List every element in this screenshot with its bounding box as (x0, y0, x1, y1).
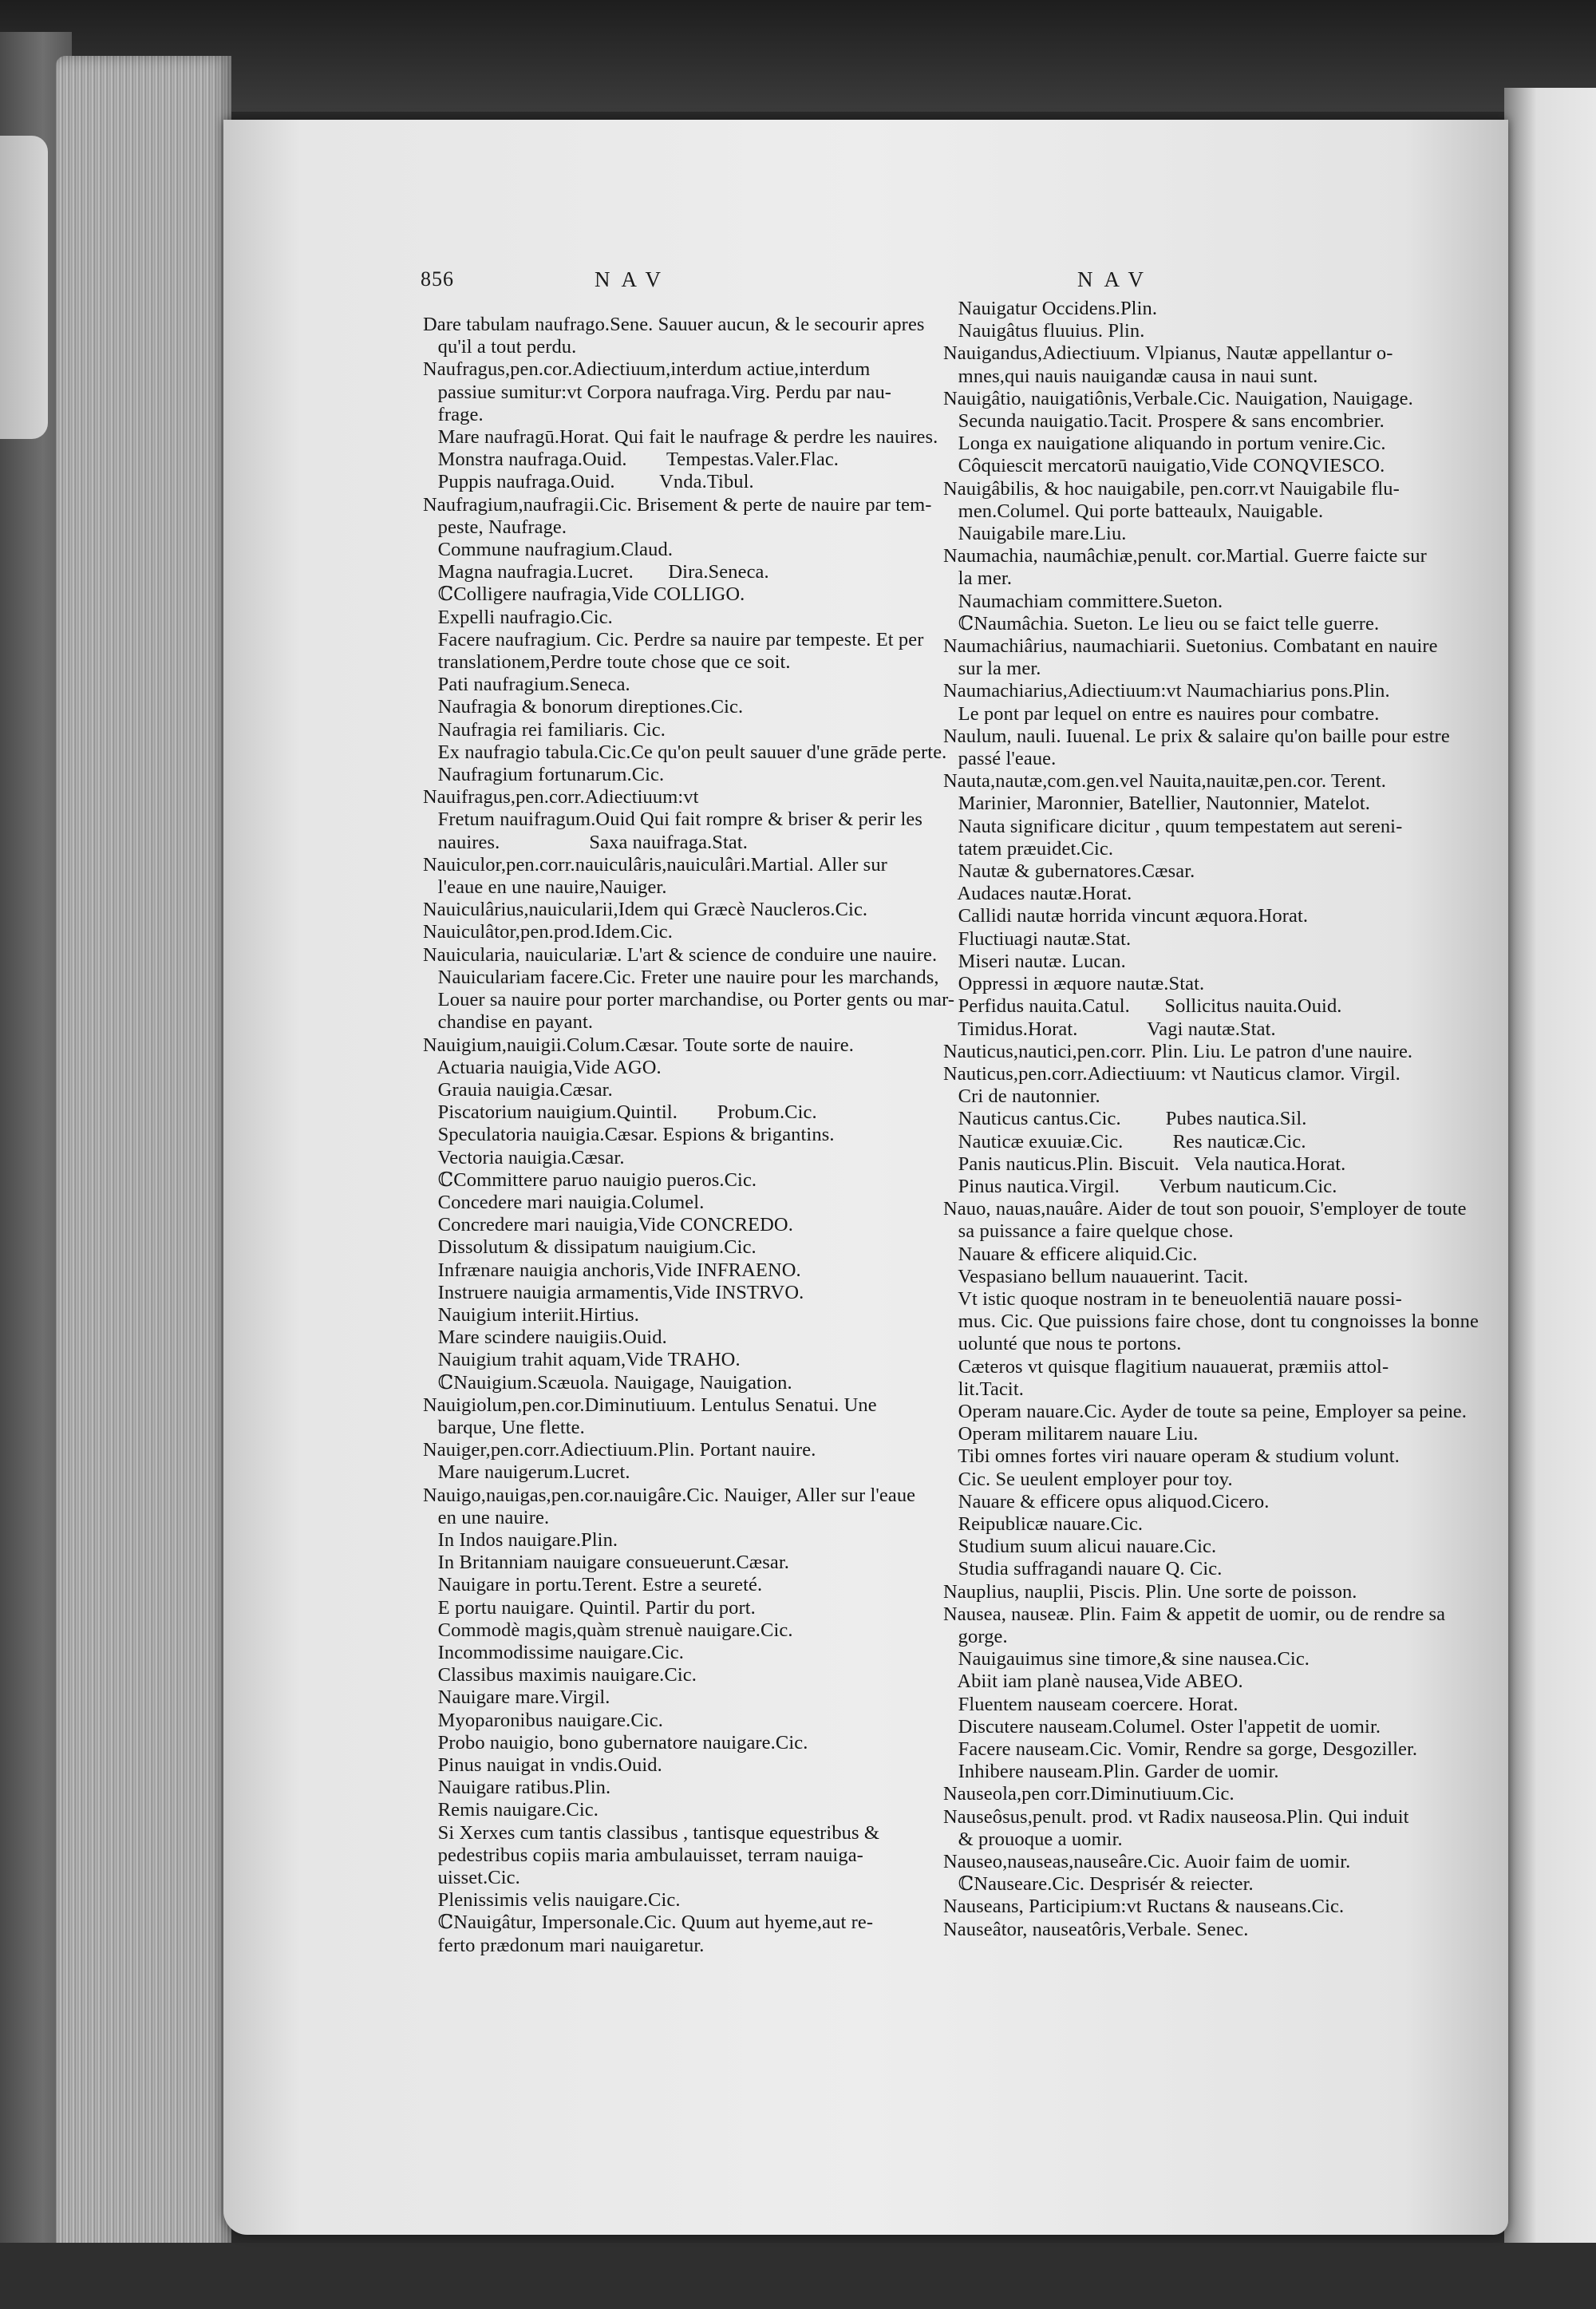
text-line: Nauticus,nautici,pen.corr. Plin. Liu. Le patron d'une nauire. (943, 1040, 1413, 1062)
text-line: Naufragus,pen.cor.Adiectiuum,interdum actiue,interdum (423, 358, 871, 381)
text-line: ℂNaumâchia. Sueton. Le lieu ou se faict telle guerre. (943, 612, 1380, 635)
text-line: Remis nauigare.Cic. (423, 1799, 598, 1821)
text-line: Naumachiarius,Adiectiuum:vt Naumachiarius pons.Plin. (943, 680, 1390, 702)
text-line: Longa ex nauigatione aliquando in portum venire.Cic. (943, 433, 1386, 455)
text-line: Nauiculor,pen.corr.nauiculâris,nauiculâri.Martial. Aller sur (423, 853, 887, 876)
text-line: Secunda nauigatio.Tacit. Prospere & sans encombrier. (943, 410, 1385, 433)
text-line: Commodè magis,quàm strenuè nauigare.Cic. (423, 1619, 793, 1641)
text-line: Panis nauticus.Plin. Biscuit. Vela nautica.Horat. (943, 1153, 1346, 1175)
text-line: Monstra naufraga.Ouid. Tempestas.Valer.Flac. (423, 449, 839, 471)
text-line: Nauigare ratibus.Plin. (423, 1777, 611, 1799)
text-line: Nauigabile mare.Liu. (943, 523, 1127, 545)
text-line: In Britanniam nauigare consueuerunt.Cæsar. (423, 1552, 789, 1574)
text-line: Nauiculariam facere.Cic. Freter une nauire pour les marchands, (423, 966, 939, 988)
text-line: Le pont par lequel on entre es nauires pour combatre. (943, 702, 1380, 725)
text-line: Actuaria nauigia,Vide AGO. (423, 1056, 662, 1078)
text-line: ℂNauigium.Scæuola. Nauigage, Nauigation. (423, 1371, 792, 1394)
text-line: Abiit iam planè nausea,Vide ABEO. (943, 1670, 1243, 1693)
left-column (423, 314, 955, 1957)
text-line: ferto prædonum mari nauigaretur. (423, 1934, 705, 1956)
text-line: Côquiescit mercatorū nauigatio,Vide CONQVIESCO. (943, 455, 1385, 477)
text-line: en une nauire. (423, 1506, 550, 1528)
text-line: Fluctiuagi nautæ.Stat. (943, 927, 1132, 950)
text-line: Nauiculâtor,pen.prod.Idem.Cic. (423, 921, 673, 943)
text-line: Mare nauigerum.Lucret. (423, 1461, 630, 1484)
text-line: Studium suum alicui nauare.Cic. (943, 1536, 1217, 1558)
text-line: Plenissimis velis nauigare.Cic. (423, 1889, 681, 1912)
paper-fragment (0, 136, 48, 439)
text-line: Miseri nautæ. Lucan. (943, 950, 1126, 972)
text-line: mus. Cic. Que puissions faire chose, dont tu congnoisses la bonne (943, 1311, 1479, 1333)
text-line: Nauigium interiit.Hirtius. (423, 1303, 640, 1326)
text-line: Fluentem nauseam coercere. Horat. (943, 1693, 1238, 1715)
text-line: Nauigare in portu.Terent. Estre a seureté. (423, 1574, 763, 1596)
text-line: Studia suffragandi nauare Q. Cic. (943, 1558, 1223, 1580)
text-line: Naufragium fortunarum.Cic. (423, 764, 665, 786)
bottom-shadow (0, 2243, 1596, 2309)
text-line: uolunté que nous te portons. (943, 1333, 1182, 1355)
text-line: Concedere mari nauigia.Columel. (423, 1191, 705, 1213)
text-line: E portu nauigare. Quintil. Partir du port. (423, 1596, 756, 1619)
text-line: men.Columel. Qui porte batteaulx, Nauigable. (943, 500, 1324, 522)
text-line: Nauta significare dicitur , quum tempestatem aut sereni- (943, 815, 1403, 837)
text-line: Nauseola,pen corr.Diminutiuum.Cic. (943, 1783, 1235, 1805)
text-line: Myoparonibus nauigare.Cic. (423, 1709, 663, 1731)
text-line: Grauia nauigia.Cæsar. (423, 1078, 613, 1101)
text-line: Nauticus cantus.Cic. Pubes nautica.Sil. (943, 1108, 1307, 1130)
text-line: Commune naufragium.Claud. (423, 539, 674, 561)
text-line: Nauare & efficere opus aliquod.Cicero. (943, 1490, 1270, 1512)
text-line: Nauigauimus sine timore,& sine nausea.Cic. (943, 1648, 1310, 1670)
text-line: Naumachiârius, naumachiarii. Suetonius. Combatant en nauire (943, 635, 1438, 658)
text-line: nauires. Saxa nauifraga.Stat. (423, 831, 749, 853)
text-line: Callidi nautæ horrida vincunt æquora.Horat. (943, 905, 1309, 927)
page-edges (56, 56, 231, 2275)
text-line: Oppressi in æquore nautæ.Stat. (943, 973, 1205, 995)
text-line: gorge. (943, 1625, 1008, 1647)
text-line: Nauicularia, nauiculariæ. L'art & science de conduire une nauire. (423, 943, 938, 966)
text-line: Ex naufragio tabula.Cic.Ce qu'on peult sauuer d'une grāde perte. (423, 741, 947, 763)
text-line: Cri de nautonnier. (943, 1085, 1100, 1108)
text-line: Nauigâtio, nauigatiônis,Verbale.Cic. Nauigation, Nauigage. (943, 387, 1413, 409)
text-line: ℂNauigâtur, Impersonale.Cic. Quum aut hyeme,aut re- (423, 1912, 874, 1934)
text-line: passiue sumitur:vt Corpora naufraga.Virg. Perdu par nau- (423, 381, 892, 403)
text-line: Operam militarem nauare Liu. (943, 1423, 1199, 1445)
text-line: & prouoque a uomir. (943, 1828, 1123, 1850)
text-line: Concredere mari nauigia,Vide CONCREDO. (423, 1214, 793, 1236)
text-line: Naulum, nauli. Iuuenal. Le prix & salaire qu'on baille pour estre (943, 725, 1450, 747)
text-line: la mer. (943, 567, 1013, 590)
text-line: Facere naufragium. Cic. Perdre sa nauire par tempeste. Et per (423, 628, 924, 650)
text-line: Expelli naufragio.Cic. (423, 606, 613, 628)
text-line: Nauigium,nauigii.Colum.Cæsar. Toute sorte de nauire. (423, 1034, 854, 1056)
page-number: 856 (421, 267, 454, 291)
text-line: Pati naufragium.Seneca. (423, 674, 630, 696)
text-line: Mare scindere nauigiis.Ouid. (423, 1326, 667, 1349)
text-line: translationem,Perdre toute chose que ce soit. (423, 651, 791, 674)
text-line: Vt istic quoque nostram in te beneuolentiā nauare possi- (943, 1287, 1402, 1310)
text-line: Discutere nauseam.Columel. Oster l'appetit de uomir. (943, 1715, 1381, 1738)
text-line: frage. (423, 403, 484, 425)
text-line: Nauigandus,Adiectiuum. Vlpianus, Nautæ appellantur o- (943, 342, 1393, 365)
text-line: Classibus maximis nauigare.Cic. (423, 1664, 697, 1686)
text-line: Speculatoria nauigia.Cæsar. Espions & brigantins. (423, 1124, 835, 1146)
text-line: Nauiger,pen.corr.Adiectiuum.Plin. Portant nauire. (423, 1439, 816, 1461)
text-line: Infrænare nauigia anchoris,Vide INFRAENO. (423, 1259, 801, 1281)
text-line: Nauigiolum,pen.cor.Diminutiuum. Lentulus Senatui. Une (423, 1394, 877, 1416)
text-line: In Indos nauigare.Plin. (423, 1528, 618, 1551)
text-line: Perfidus nauita.Catul. Sollicitus nauita.Ouid. (943, 995, 1342, 1018)
text-line: chandise en payant. (423, 1011, 594, 1034)
text-line: Naufragia & bonorum direptiones.Cic. (423, 696, 744, 718)
text-line: Audaces nautæ.Horat. (943, 883, 1132, 905)
text-line: Nauare & efficere aliquid.Cic. (943, 1243, 1198, 1265)
text-line: Puppis naufraga.Ouid. Vnda.Tibul. (423, 471, 754, 493)
text-line: tatem præuidet.Cic. (943, 837, 1114, 860)
text-line: Piscatorium nauigium.Quintil. Probum.Cic. (423, 1101, 817, 1124)
text-line: Facere nauseam.Cic. Vomir, Rendre sa gorge, Desgoziller. (943, 1738, 1418, 1760)
running-head-left: NAV (595, 267, 673, 291)
text-line: peste, Naufrage. (423, 516, 567, 538)
text-line: Nauo, nauas,nauâre. Aider de tout son pouoir, S'employer de toute (943, 1198, 1467, 1220)
text-line: ℂColligere naufragia,Vide COLLIGO. (423, 583, 745, 606)
text-line: sur la mer. (943, 658, 1041, 680)
text-line: Cic. Se ueulent employer pour toy. (943, 1468, 1233, 1490)
text-line: Marinier, Maronnier, Batellier, Nautonnier, Matelot. (943, 793, 1370, 815)
text-line: Vespasiano bellum nauauerint. Tacit. (943, 1265, 1249, 1287)
text-line: Nauticus,pen.corr.Adiectiuum: vt Nauticus clamor. Virgil. (943, 1062, 1400, 1085)
text-line: Probo nauigio, bono gubernatore nauigare.Cic. (423, 1731, 808, 1753)
text-line: Nauigatur Occidens.Plin. (943, 298, 1158, 319)
text-line: Nauigo,nauigas,pen.cor.nauigâre.Cic. Nauiger, Aller sur l'eaue (423, 1484, 916, 1506)
text-line: Naumachia, naumâchiæ,penult. cor.Martial. Guerre faicte sur (943, 545, 1427, 567)
text-line: Vectoria nauigia.Cæsar. (423, 1146, 625, 1168)
text-line: Inhibere nauseam.Plin. Garder de uomir. (943, 1761, 1279, 1783)
right-column (943, 298, 1479, 1941)
text-line: Nauta,nautæ,com.gen.vel Nauita,nauitæ,pen.cor. Terent. (943, 770, 1386, 793)
text-line: Pinus nautica.Virgil. Verbum nauticum.Cic. (943, 1175, 1337, 1197)
text-line: Si Xerxes cum tantis classibus , tantisque equestribus & (423, 1821, 880, 1844)
text-line: Nauigâbilis, & hoc nauigabile, pen.corr.vt Nauigabile flu- (943, 477, 1400, 500)
text-line: ℂCommittere paruo nauigio pueros.Cic. (423, 1168, 757, 1191)
text-line: Nauiculârius,nauicularii,Idem qui Græcè Naucleros.Cic. (423, 899, 868, 921)
text-line: Pinus nauigat in vndis.Ouid. (423, 1754, 662, 1776)
text-line: l'eaue en une nauire,Nauiger. (423, 876, 667, 899)
text-line: sa puissance a faire quelque chose. (943, 1220, 1234, 1243)
text-line: ℂNauseare.Cic. Desprisér & reiecter. (943, 1873, 1254, 1896)
running-head-right: NAV (1077, 267, 1156, 291)
text-line: Nauplius, nauplii, Piscis. Plin. Une sorte de poisson. (943, 1580, 1357, 1603)
text-line: mnes,qui nauis nauigandæ causa in naui sunt. (943, 365, 1318, 387)
text-line: Tibi omnes fortes viri nauare operam & studium volunt. (943, 1445, 1400, 1468)
text-line: Dissolutum & dissipatum nauigium.Cic. (423, 1236, 757, 1259)
text-line: Nauigium trahit aquam,Vide TRAHO. (423, 1349, 741, 1371)
text-line: Fretum nauifragum.Ouid Qui fait rompre & briser & perir les (423, 809, 923, 831)
text-line: Nausea, nauseæ. Plin. Faim & appetit de uomir, ou de rendre sa (943, 1603, 1446, 1625)
text-line: Dare tabulam naufrago.Sene. Sauuer aucun, & le secourir apres (423, 314, 925, 335)
text-line: Naufragium,naufragii.Cic. Brisement & perte de nauire par tem- (423, 493, 932, 516)
text-line: Operam nauare.Cic. Ayder de toute sa peine, Employer sa peine. (943, 1400, 1467, 1422)
facing-page-edge (1504, 88, 1596, 2309)
text-line: Incommodissime nauigare.Cic. (423, 1641, 684, 1663)
text-line: Naufragia rei familiaris. Cic. (423, 718, 666, 741)
text-line: Cæteros vt quisque flagitium nauauerat, præmiis attol- (943, 1355, 1389, 1378)
text-line: Nauseâtor, nauseatôris,Verbale. Senec. (943, 1918, 1249, 1940)
text-line: Reipublicæ nauare.Cic. (943, 1512, 1144, 1535)
text-line: Nauigâtus fluuius. Plin. (943, 320, 1145, 342)
text-line: lit.Tacit. (943, 1378, 1024, 1400)
text-line: Nauseans, Participium:vt Ructans & nauseans.Cic. (943, 1896, 1345, 1918)
text-line: qu'il a tout perdu. (423, 336, 577, 358)
text-line: Nauticæ exuuiæ.Cic. Res nauticæ.Cic. (943, 1130, 1306, 1153)
text-line: Mare naufragū.Horat. Qui fait le naufrage & perdre les nauires. (423, 426, 938, 449)
text-line: uisset.Cic. (423, 1867, 520, 1889)
text-line: pedestribus copiis maria ambulauisset, terram nauiga- (423, 1844, 863, 1866)
text-line: Magna naufragia.Lucret. Dira.Seneca. (423, 561, 769, 583)
text-line: Timidus.Horat. Vagi nautæ.Stat. (943, 1018, 1276, 1040)
top-shadow (0, 0, 1596, 112)
text-line: Louer sa nauire pour porter marchandise, ou Porter gents ou mar- (423, 989, 955, 1011)
text-line: Nauifragus,pen.corr.Adiectiuum:vt (423, 786, 699, 809)
text-line: Naumachiam committere.Sueton. (943, 590, 1223, 612)
text-line: Nauseôsus,penult. prod. vt Radix nauseosa.Plin. Qui induit (943, 1805, 1409, 1828)
text-line: passé l'eaue. (943, 748, 1057, 770)
text-line: Nautæ & gubernatores.Cæsar. (943, 860, 1195, 883)
text-line: Nauigare mare.Virgil. (423, 1686, 610, 1709)
text-line: Nauseo,nauseas,nauseâre.Cic. Auoir faim de uomir. (943, 1851, 1351, 1873)
text-line: Instruere nauigia armamentis,Vide INSTRVO. (423, 1281, 804, 1303)
text-line: barque, Une flette. (423, 1416, 585, 1438)
